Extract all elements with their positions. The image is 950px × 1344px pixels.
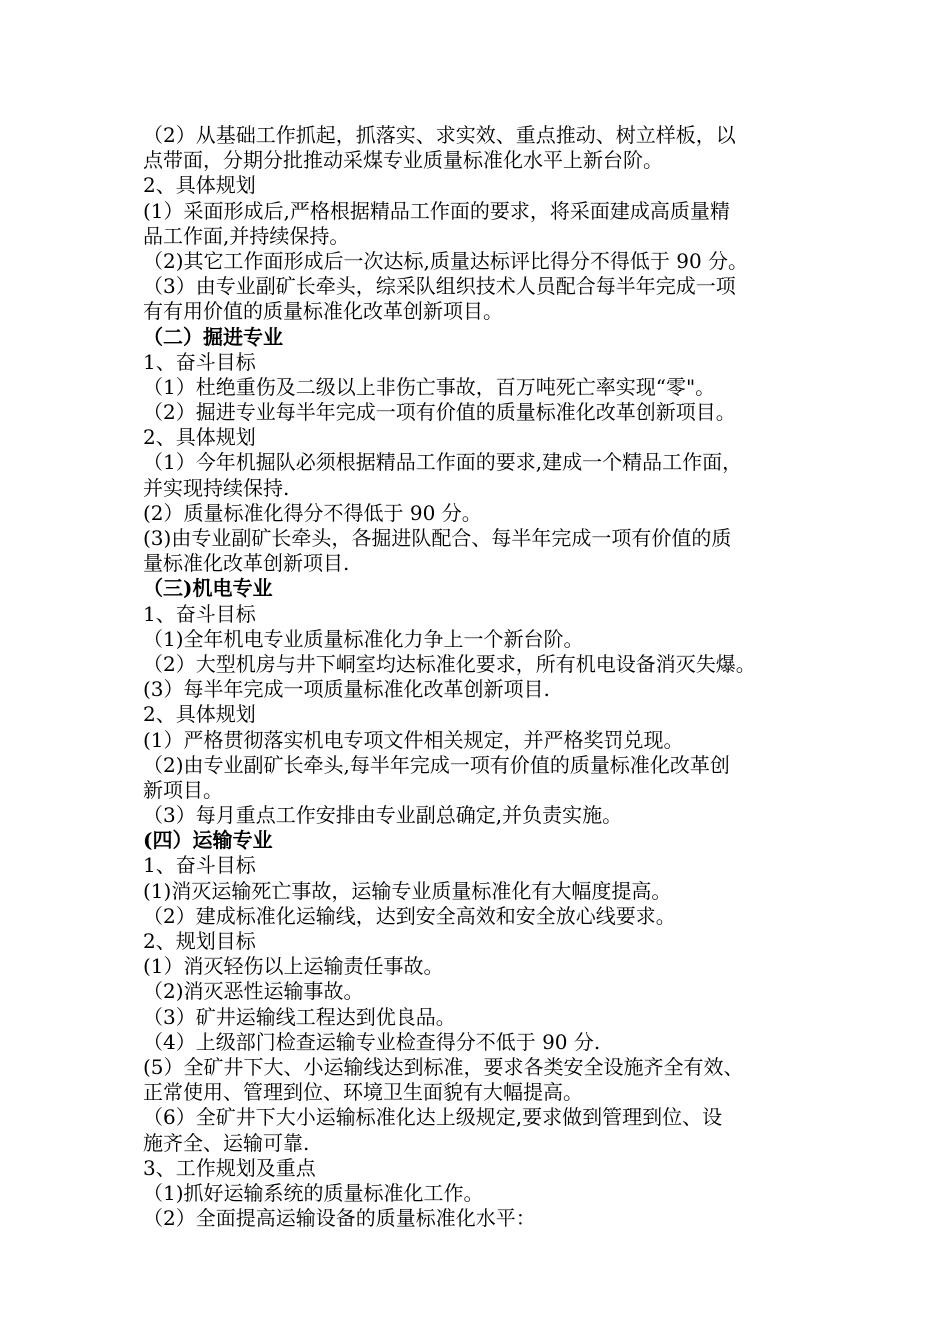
document-body [143,123,823,1231]
text-line: 并实现持续保持. [143,475,290,500]
text-line: 2、具体规划 [143,702,256,727]
section-heading: (四）运输专业 [143,828,273,853]
text-line: (1）严格贯彻落实机电专项文件相关规定，并严格奖罚兑现。 [143,727,684,752]
text-line: 点带面，分期分批推动采煤专业质量标准化水平上新台阶。 [143,148,663,173]
text-line: 2、具体规划 [143,425,256,450]
text-line: 品工作面,并持续保持。 [143,223,350,248]
text-line: 3、工作规划及重点 [143,1155,316,1180]
text-line: 1、奋斗目标 [143,349,256,374]
text-line: （2)由专业副矿长牵头,每半年完成一项有价值的质量标准化改革创 [143,752,730,777]
text-line: (1）采面形成后,严格根据精品工作面的要求，将采面建成高质量精 [143,198,730,223]
text-line: （6）全矿井下大小运输标准化达上级规定,要求做到管理到位、设 [143,1105,723,1130]
text-line: 正常使用、管理到位、环境卫生面貌有大幅提高。 [143,1080,583,1105]
text-line: 有有用价值的质量标准化改革创新项目。 [143,299,503,324]
text-line: (3）每半年完成一项质量标准化改革创新项目. [143,677,550,702]
text-line: （2）大型机房与井下峒室均达标准化要求，所有机电设备消灭失爆。 [143,651,756,676]
text-line: 新项目。 [143,777,223,802]
text-line: (1）消灭轻伤以上运输责任事故。 [143,954,444,979]
text-line: （2）建成标准化运输线，达到安全高效和安全放心线要求。 [143,903,676,928]
section-heading: （三)机电专业 [143,576,273,601]
text-line: 1、奋斗目标 [143,853,256,878]
text-line: （4）上级部门检查运输专业检查得分不低于 90 分. [143,1029,601,1054]
text-line: 1、奋斗目标 [143,601,256,626]
text-line: (2）质量标准化得分不得低于 90 分。 [143,500,482,525]
text-line: （3）每月重点工作安排由专业副总确定,并负责实施。 [143,803,623,828]
text-line: (3)由专业副矿长牵头，各掘进队配合、每半年完成一项有价值的质 [143,526,732,550]
text-line: 2、规划目标 [143,929,256,953]
section-heading: （二）掘进专业 [143,324,283,349]
text-line: 量标准化改革创新项目. [143,551,350,576]
text-line: （2）全面提高运输设备的质量标准化水平： [143,1206,536,1231]
text-line: （3）矿井运输线工程达到优良品。 [143,1004,456,1029]
text-line: （2）掘进专业每半年完成一项有价值的质量标准化改革创新项目。 [143,400,736,425]
text-line: （3）由专业副矿长牵头，综采队组织技术人员配合每半年完成一项 [143,274,736,299]
text-line: （1）今年机掘队必须根据精品工作面的要求,建成一个精品工作面， [143,450,743,475]
text-line: 2、具体规划 [143,173,256,198]
text-line: 施齐全、运输可靠. [143,1130,310,1155]
text-line: （2)其它工作面形成后一次达标,质量达标评比得分不得低于 90 分。 [143,248,749,273]
text-line: （2）从基础工作抓起，抓落实、求实效、重点推动、树立样板，以 [143,123,736,147]
text-line: （2)消灭恶性运输事故。 [143,979,364,1004]
text-line: (5）全矿井下大、小运输线达到标准，要求各类安全设施齐全有效、 [143,1054,744,1079]
text-line: （1)抓好运输系统的质量标准化工作。 [143,1180,484,1205]
text-line: (1)消灭运输死亡事故，运输专业质量标准化有大幅度提高。 [143,878,672,903]
text-line: （1）杜绝重伤及二级以上非伤亡事故，百万吨死亡率实现“零"。 [143,374,716,399]
text-line: （1)全年机电专业质量标准化力争上一个新台阶。 [143,626,584,651]
